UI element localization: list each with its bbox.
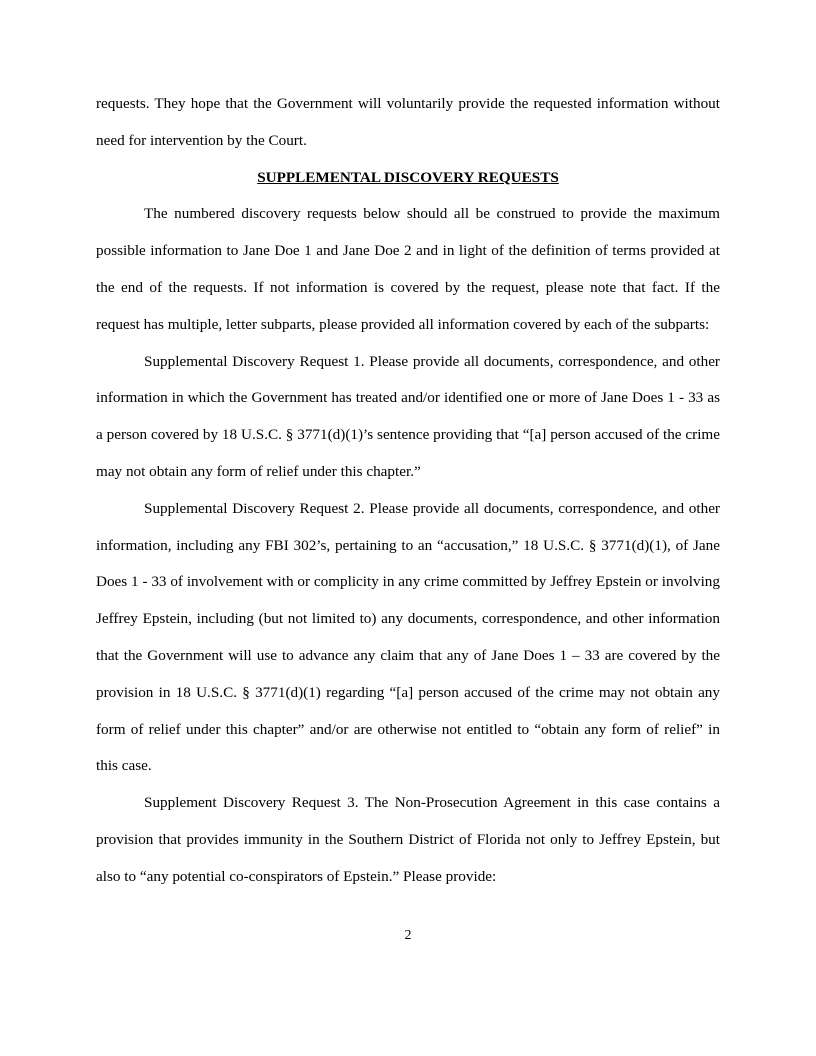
discovery-request-2: Supplemental Discovery Request 2. Please provide all documents, correspondence, and other information, including any FBI 302’s, pertaining to an “accusation,” 18 U.S.C. § 3771(d)(1), of Jane Does 1 - 33 of involvement with or complicity in any crime committed by Jeffrey Epstein or involving Jeffrey Epstein, including (but not limited to) any documents, correspondence, and other information that the Government will use to advance any claim that any of Jane Does 1 – 33 are covered by the provision in 18 U.S.C. § 3771(d)(1) regarding “[a] person accused of the crime may not obtain any form of relief under this chapter” and/or are otherwise not entitled to “obtain any form of relief” in this case. [96,499,720,775]
page-number: 2 [404,928,412,943]
discovery-request-3: Supplement Discovery Request 3. The Non-Prosecution Agreement in this case contains a provision that provides immunity in the Southern District of Florida not only to Jeffrey Epstein, but also to “any potential co-conspirators of Epstein.” Please provide: [96,794,720,885]
document-page [96,86,720,896]
preamble-paragraph: The numbered discovery requests below should all be construed to provide the maximum possible information to Jane Doe 1 and Jane Doe 2 and in light of the definition of terms provided at the end of the requests. If not information is covered by the request, please note that fact. If the request has multiple, letter subparts, please provided all information covered by each of the subparts: [96,205,720,333]
section-heading: SUPPLEMENTAL DISCOVERY REQUESTS [257,168,559,186]
intro-paragraph: requests. They hope that the Government will voluntarily provide the requested information without need for intervention by the Court. [96,95,720,149]
discovery-request-1: Supplemental Discovery Request 1. Please provide all documents, correspondence, and other information in which the Government has treated and/or identified one or more of Jane Does 1 - 33 as a person covered by 18 U.S.C. § 3771(d)(1)’s sentence providing that “[a] person accused of the crime may not obtain any form of relief under this chapter.” [96,352,720,480]
